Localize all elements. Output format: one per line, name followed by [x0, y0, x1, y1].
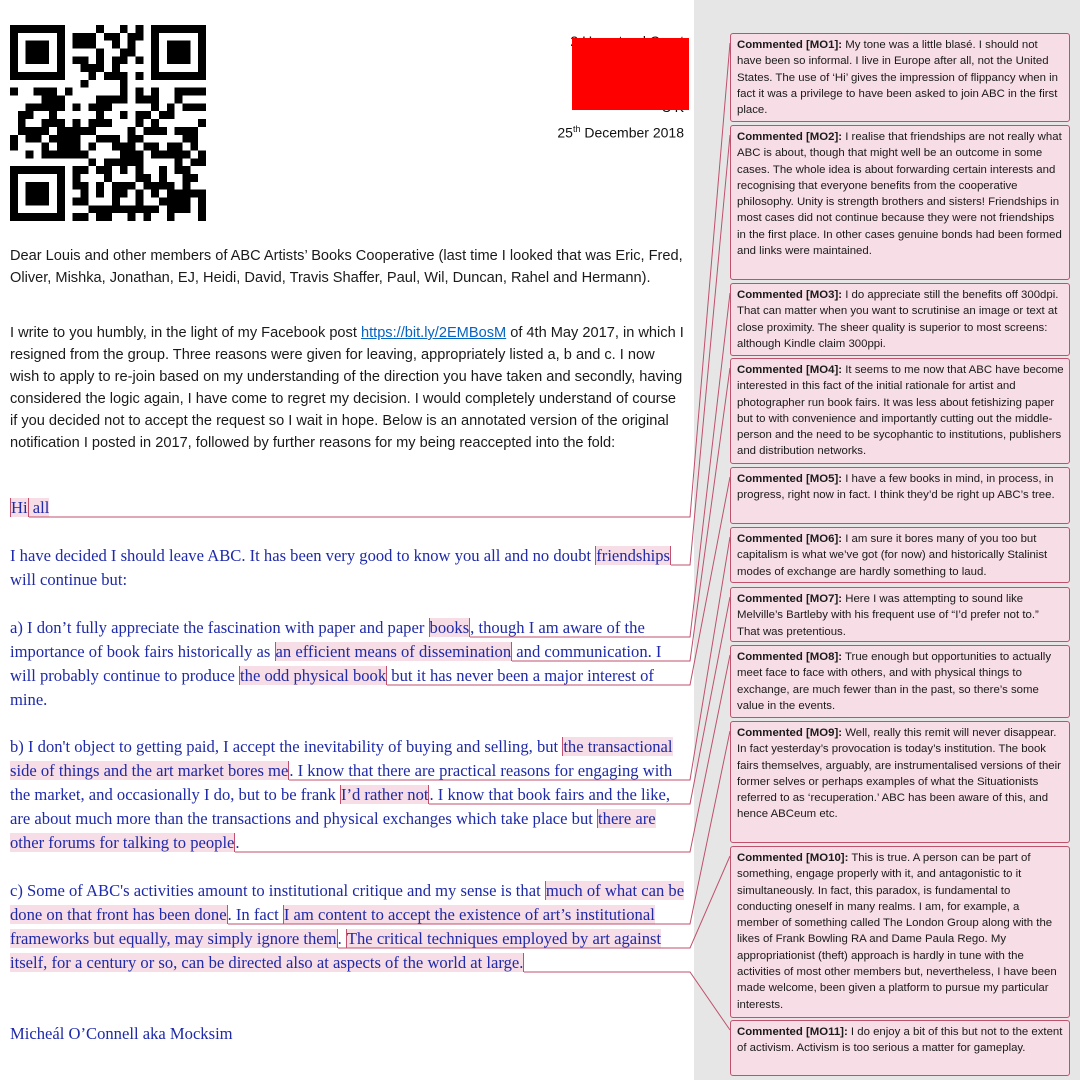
quoted-reason-b	[10, 735, 688, 855]
comment-label: Commented [MO9]:	[737, 727, 843, 739]
quoted-reason-a	[10, 616, 688, 712]
reason-b-text-4: .	[235, 833, 240, 852]
comment-mo9[interactable]	[730, 721, 1070, 843]
comment-mo5[interactable]	[730, 467, 1070, 524]
comment-text: Well, really this remit will never disappear. In fact yesterday’s provocation is today’s institution. The book fairs themselves, arguably, are instrumentalised versions of their former selves or perhaps examples of what the Situationists referred to as ‘recuperation.’ ABC has been aware of this, and hence ABCeum etc.	[737, 727, 1061, 821]
comment-label: Commented [MO1]:	[737, 39, 843, 51]
comment-text: I have a few books in mind, in process, in progress, right now in fact. I think they’d be right up ABC’s tree.	[737, 473, 1055, 502]
date-day: 25	[557, 124, 573, 141]
comment-label: Commented [MO11]:	[737, 1026, 848, 1038]
comment-anchor-mo4[interactable]: an efficient means of dissemination	[275, 642, 512, 661]
reason-b-text-3: . I know that book fairs and the like, are about much more than the transactions and physical exchanges which take place but	[10, 785, 671, 828]
comment-anchor-mo1[interactable]: Hi	[11, 498, 28, 517]
comment-text: True enough but opportunities to actually meet face to face with others, and with physical things to exchange, are much fewer than in the past, so there’s some value in the events.	[737, 651, 1052, 712]
comment-mo11[interactable]	[730, 1020, 1070, 1076]
date-rest: December 2018	[580, 124, 684, 141]
comment-anchor-mo6[interactable]: the transactional side of things and the art market bores me	[10, 737, 673, 780]
comment-text: I do appreciate still the benefits off 300dpi. That can matter when you want to scrutinise an image or text at close proximity. The sheer quality is superior to most screens: although Kindle claim 300ppi.	[737, 289, 1059, 350]
comment-text: I do enjoy a bit of this but not to the extent of activism. Activism is too serious a matter for gameplay.	[737, 1026, 1063, 1055]
letter-date	[444, 118, 684, 144]
reason-a-text-4: but it has never been a major interest of mine.	[10, 666, 654, 709]
comment-label: Commented [MO3]:	[737, 289, 843, 301]
comment-text: I am sure it bores many of you too but capitalism is what we’ve got (for now) and historically Stalinist modes of exchange are hardly something to laud.	[737, 533, 1048, 578]
quoted-decision	[10, 544, 688, 592]
comment-label: Commented [MO6]:	[737, 533, 843, 545]
date-suffix: th	[572, 124, 581, 134]
comment-label: Commented [MO2]:	[737, 131, 843, 143]
comment-anchor-mo7[interactable]: I’d rather not	[340, 785, 429, 804]
intro-text-start: I write to you humbly, in the light of my Facebook post	[10, 325, 361, 341]
comment-mo10[interactable]	[730, 846, 1070, 1018]
qr-code-icon	[10, 25, 206, 221]
reason-a-text-1: a) I don’t fully appreciate the fascination with paper and paper	[10, 618, 429, 637]
comment-text: It seems to me now that ABC have become interested in this fact of the initial rationale for artist and photographer run book fairs. It was less about fetishizing paper but to with convenience and importantly cutting out the middle-person and the need to be sycophantic to institutions, publishers and distribution networks.	[737, 364, 1064, 458]
comment-mo3[interactable]	[730, 283, 1070, 356]
quoted-reason-c	[10, 879, 688, 975]
comment-label: Commented [MO7]:	[737, 593, 843, 605]
comment-anchor-mo9[interactable]: much of what can be done on that front has been done	[10, 881, 685, 924]
decision-text-1: I have decided I should leave ABC. It has been very good to know you all and no doubt	[10, 546, 596, 565]
intro-text-rest: of 4th May 2017, in which I resigned from the group. Three reasons were given for leaving, appropriately listed a, b and c. I now wish to apply to re-join based on my understanding of the direction you have taken and secondly, having considered the logic again, I have come to regret my decision. I would completely understand of course if you decided not to accept the request so I wait in hope. Below is an annotated version of the original notification I posted in 2017, followed by further reasons for my being reaccepted into the fold:	[10, 325, 684, 451]
reason-b-text-2: . I know that there are practical reasons for engaging with the market, and occasionally I do, but to be frank	[10, 761, 673, 804]
reason-a-text-2: , though I am aware of the importance of book fairs historically as	[10, 618, 645, 661]
address-redaction	[572, 38, 689, 110]
comment-mo2[interactable]	[730, 125, 1070, 280]
comment-label: Commented [MO8]:	[737, 651, 843, 663]
comment-anchor-mo3[interactable]: books	[429, 618, 470, 637]
quoted-greeting	[10, 496, 688, 520]
comment-label: Commented [MO10]:	[737, 852, 849, 864]
comment-text: I realise that friendships are not really what ABC is about, though that might well be an outcome in some cases. The whole idea is about forwarding certain interests and recognising that everyone benefits from the cooperative philosophy. Unity is strength brothers and sisters! Friendships in most cases did not continue because they were not friendships in the first place. In other cases genuine bonds had been formed and links were maintained.	[737, 131, 1062, 258]
comment-text: This is true. A person can be part of something, engage properly with it, and antagonistic to it simultaneously. In fact, this paradox, is fundamental to conducting oneself in many realms. I am, for example, a member of something called The London Group along with the likes of Frank Bowling RA and Dame Paula Rego. My appropriationist (theft) approach is hardly in tune with the activities of most other members but, nevertheless, I have been made welcome, been given a platform to pursue my particular interests.	[737, 852, 1057, 1011]
greeting-rest: all	[28, 498, 50, 517]
comment-mo4[interactable]	[730, 358, 1070, 464]
reason-a-text-3: and communication. I will probably continue to produce	[10, 642, 662, 685]
reason-c-text-3: .	[337, 929, 346, 948]
comment-anchor-mo11[interactable]: The critical techniques employed by art against itself, for a century or so, can be directed also at aspects of the world at large.	[10, 929, 662, 972]
decision-text-2: will continue but:	[10, 570, 128, 589]
facebook-post-link[interactable]: https://bit.ly/2EMBosM	[360, 325, 507, 341]
comment-text: Here I was attempting to sound like Melville’s Bartleby with his frequent use of “I’d prefer not to.” That was pretentious.	[737, 593, 1039, 638]
intro-paragraph	[10, 322, 686, 454]
comment-anchor-mo2[interactable]: friendships	[596, 546, 671, 565]
comment-anchor-mo5[interactable]: the odd physical book	[240, 666, 387, 685]
comment-anchor-mo8[interactable]: there are other forums for talking to people	[10, 809, 656, 852]
salutation: Dear Louis and other members of ABC Artists’ Books Cooperative (last time I looked that was Eric, Fred, Oliver, Mishka, Jonathan, EJ, Heidi, David, Travis Shaffer, Paul, Wil, Duncan, Rahel and Hermann).	[10, 248, 683, 286]
comment-mo1[interactable]	[730, 33, 1070, 122]
comment-anchor-mo10[interactable]: I am content to accept the existence of art’s institutional frameworks but equally, may simply ignore them	[10, 905, 655, 948]
signature: Micheál O’Connell aka Mocksim	[10, 1024, 233, 1043]
comment-label: Commented [MO5]:	[737, 473, 843, 485]
comment-mo8[interactable]	[730, 645, 1070, 718]
comment-label: Commented [MO4]:	[737, 364, 843, 376]
comment-text: My tone was a little blasé. I should not have been so informal. I live in Europe after all, not the United States. The use of ‘Hi’ gives the impression of flippancy when in fact it was a privilege to have been asked to join ABC in the first place.	[737, 39, 1059, 117]
reason-b-text-1: b) I don't object to getting paid, I accept the inevitability of buying and selling, but	[10, 737, 563, 756]
reason-c-text-1: c) Some of ABC's activities amount to institutional critique and my sense is that	[10, 881, 545, 900]
comment-mo7[interactable]	[730, 587, 1070, 642]
reason-c-text-2: . In fact	[227, 905, 283, 924]
comment-mo6[interactable]	[730, 527, 1070, 583]
